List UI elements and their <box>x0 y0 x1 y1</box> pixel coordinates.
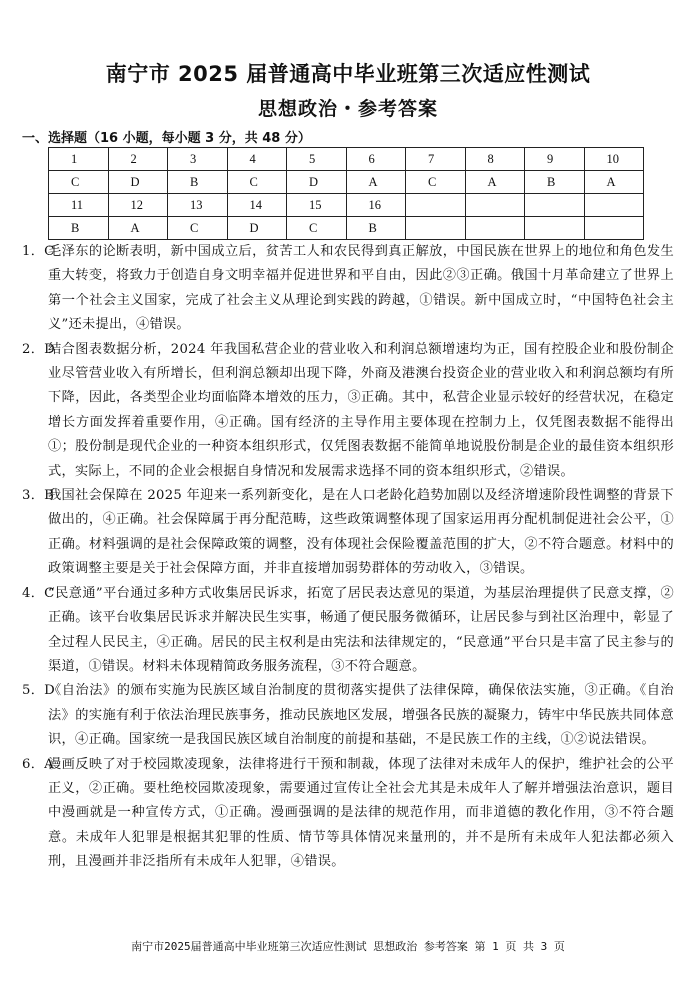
answer-table-cell: 8 <box>465 148 525 171</box>
answer-table-cell: B <box>525 171 585 194</box>
answer-table-row <box>49 194 644 217</box>
answer-table-cell <box>406 194 466 217</box>
answer-table-cell: 7 <box>406 148 466 171</box>
answer-table-cell: D <box>227 217 287 240</box>
question-number: 1．C <box>22 244 55 259</box>
answer-table-cell: A <box>346 171 406 194</box>
answer-table-cell: B <box>346 217 406 240</box>
answer-table-cell: D <box>108 171 168 194</box>
answer-table-row <box>49 148 644 171</box>
explanation-text: 《自治法》的颁布实施为民族区域自治制度的贯彻落实提供了法律保障，确保依法实施，③正确。《自治法》的实施有利于依法治理民族事务，推动民族地区发展，增强各民族的凝聚力，铸牢中华民族共同体意识，④正确。国家统一是我国民族区域自治制度的前提和基础，不是民族工作的主线，①②说法错误。 <box>48 683 674 748</box>
answer-table-cell: 15 <box>287 194 347 217</box>
explanation-text: 结合图表数据分析，2024 年我国私营企业的营业收入和利润总额增速均为正，国有控股企业和股份制企业尽管营业收入有所增长，但利润总额却出现下降，外商及港澳台投资企业的营业收入和利润总额均有所下降，因此，各类型企业均面临降本增效的压力，③正确。其中，私营企业显示较好的经营状况，在稳定增长方面发挥着重要作用，④正确。国有经济的主导作用主要体现在控制力上，仅凭图表数据不能得出①；股份制是现代企业的一种资本组织形式，仅凭图表数据不能简单地说股份制是企业的最佳资本组织形式，实际上，不同的企业会根据自身情况和发展需求选择不同的资本组织形式，②错误。 <box>48 341 674 479</box>
answer-table-cell: A <box>465 171 525 194</box>
answer-table-cell: 11 <box>49 194 109 217</box>
answer-table-cell: A <box>584 171 644 194</box>
answer-table <box>48 147 644 240</box>
page-subtitle: 思想政治・参考答案 <box>257 98 438 120</box>
answer-table-cell: 3 <box>168 148 228 171</box>
explanation-item <box>22 679 674 752</box>
answer-table-cell <box>465 194 525 217</box>
answer-table-cell <box>406 217 466 240</box>
page-footer: 南宁市2025届普通高中毕业班第三次适应性测试 思想政治 参考答案 第 1 页 共 3 页 <box>131 940 565 953</box>
answer-table-cell: 9 <box>525 148 585 171</box>
question-number: 2．D <box>22 341 56 357</box>
section-heading: 一、选择题（16 小题，每小题 3 分，共 48 分） <box>22 131 311 146</box>
answer-table-cell: B <box>49 217 109 240</box>
explanation-text: 漫画反映了对于校园欺凌现象，法律将进行干预和制裁，体现了法律对未成年人的保护，维护社会的公平正义，②正确。要杜绝校园欺凌现象，需要通过宣传让全社会尤其是未成年人了解并增强法治意识，题目中漫画就是一种宣传方式，①正确。漫画强调的是法律的规范作用，而非道德的教化作用，③不符合题意。未成年人犯罪是根据其犯罪的性质、情节等具体情况来量刑的，并不是所有未成年人犯法都必须入刑，且漫画并非泛指所有未成年人犯罪，④错误。 <box>48 756 674 870</box>
question-number: 3．B <box>22 488 55 504</box>
answer-table-cell: 1 <box>49 148 109 171</box>
explanation-item <box>22 582 674 680</box>
answer-table-cell: 16 <box>346 194 406 217</box>
answer-table-row <box>49 171 644 194</box>
answer-table-cell <box>584 217 644 240</box>
answer-table-cell <box>465 217 525 240</box>
explanation-item <box>22 484 674 582</box>
answer-table-cell: C <box>168 217 228 240</box>
explanation-text: 我国社会保障在 2025 年迎来一系列新变化，是在人口老龄化趋势加剧以及经济增速阶段性调整的背景下做出的，④正确。社会保障属于再分配范畴，这些政策调整体现了国家运用再分配机制促进社会公平，①正确。材料强调的是社会保障政策的调整，没有体现社会保险覆盖范围的扩大，②不符合题意。材料中的政策调整主要是关于社会保障方面，并非直接增加弱势群体的劳动收入，③错误。 <box>48 488 674 577</box>
explanation-text: “民意通”平台通过多种方式收集居民诉求，拓宽了居民表达意见的渠道，为基层治理提供了民意支撑，②正确。该平台收集居民诉求并解决民生实事，畅通了便民服务微循环，让居民参与到社区治理中，彰显了全过程人民民主，④正确。居民的民主权利是由宪法和法律规定的，“民意通”平台只是丰富了民主参与的渠道，①错误。材料未体现精简政务服务流程，③不符合题意。 <box>48 585 674 674</box>
answer-table-row <box>49 217 644 240</box>
answer-table-cell: C <box>49 171 109 194</box>
answer-table-cell: 10 <box>584 148 644 171</box>
question-number: 4．C <box>22 585 55 601</box>
question-number: 6．A <box>22 756 55 772</box>
answer-table-cell: 4 <box>227 148 287 171</box>
answer-table-cell: 14 <box>227 194 287 217</box>
answer-table-cell: A <box>108 217 168 240</box>
answer-table-cell: 5 <box>287 148 347 171</box>
answer-table-cell: D <box>287 171 347 194</box>
answer-table-cell <box>525 217 585 240</box>
answer-table-cell <box>525 194 585 217</box>
answer-table-cell: B <box>168 171 228 194</box>
explanation-text: 毛泽东的论断表明，新中国成立后，贫苦工人和农民得到真正解放，中国民族在世界上的地位和角色发生重大转变，将致力于创造自身文明幸福并促进世界和平自由，因此②③正确。俄国十月革命建立了世界上第一个社会主义国家，完成了社会主义从理论到实践的跨越，①错误。新中国成立时，“中国特色社会主义”还未提出，④错误。 <box>48 244 674 333</box>
answer-table-cell: C <box>227 171 287 194</box>
explanation-item <box>22 338 674 484</box>
question-number: 5．D <box>22 683 56 699</box>
answer-table-cell: C <box>287 217 347 240</box>
answer-table-cell: 2 <box>108 148 168 171</box>
answer-table-cell: 13 <box>168 194 228 217</box>
page-title: 南宁市 2025 届普通高中毕业班第三次适应性测试 <box>105 62 591 86</box>
answer-table-cell: 12 <box>108 194 168 217</box>
explanation-item <box>22 753 674 875</box>
answer-table-cell: C <box>406 171 466 194</box>
answer-table-cell: 6 <box>346 148 406 171</box>
answer-table-cell <box>584 194 644 217</box>
explanation-item <box>22 240 674 338</box>
explanation-list <box>22 240 674 875</box>
